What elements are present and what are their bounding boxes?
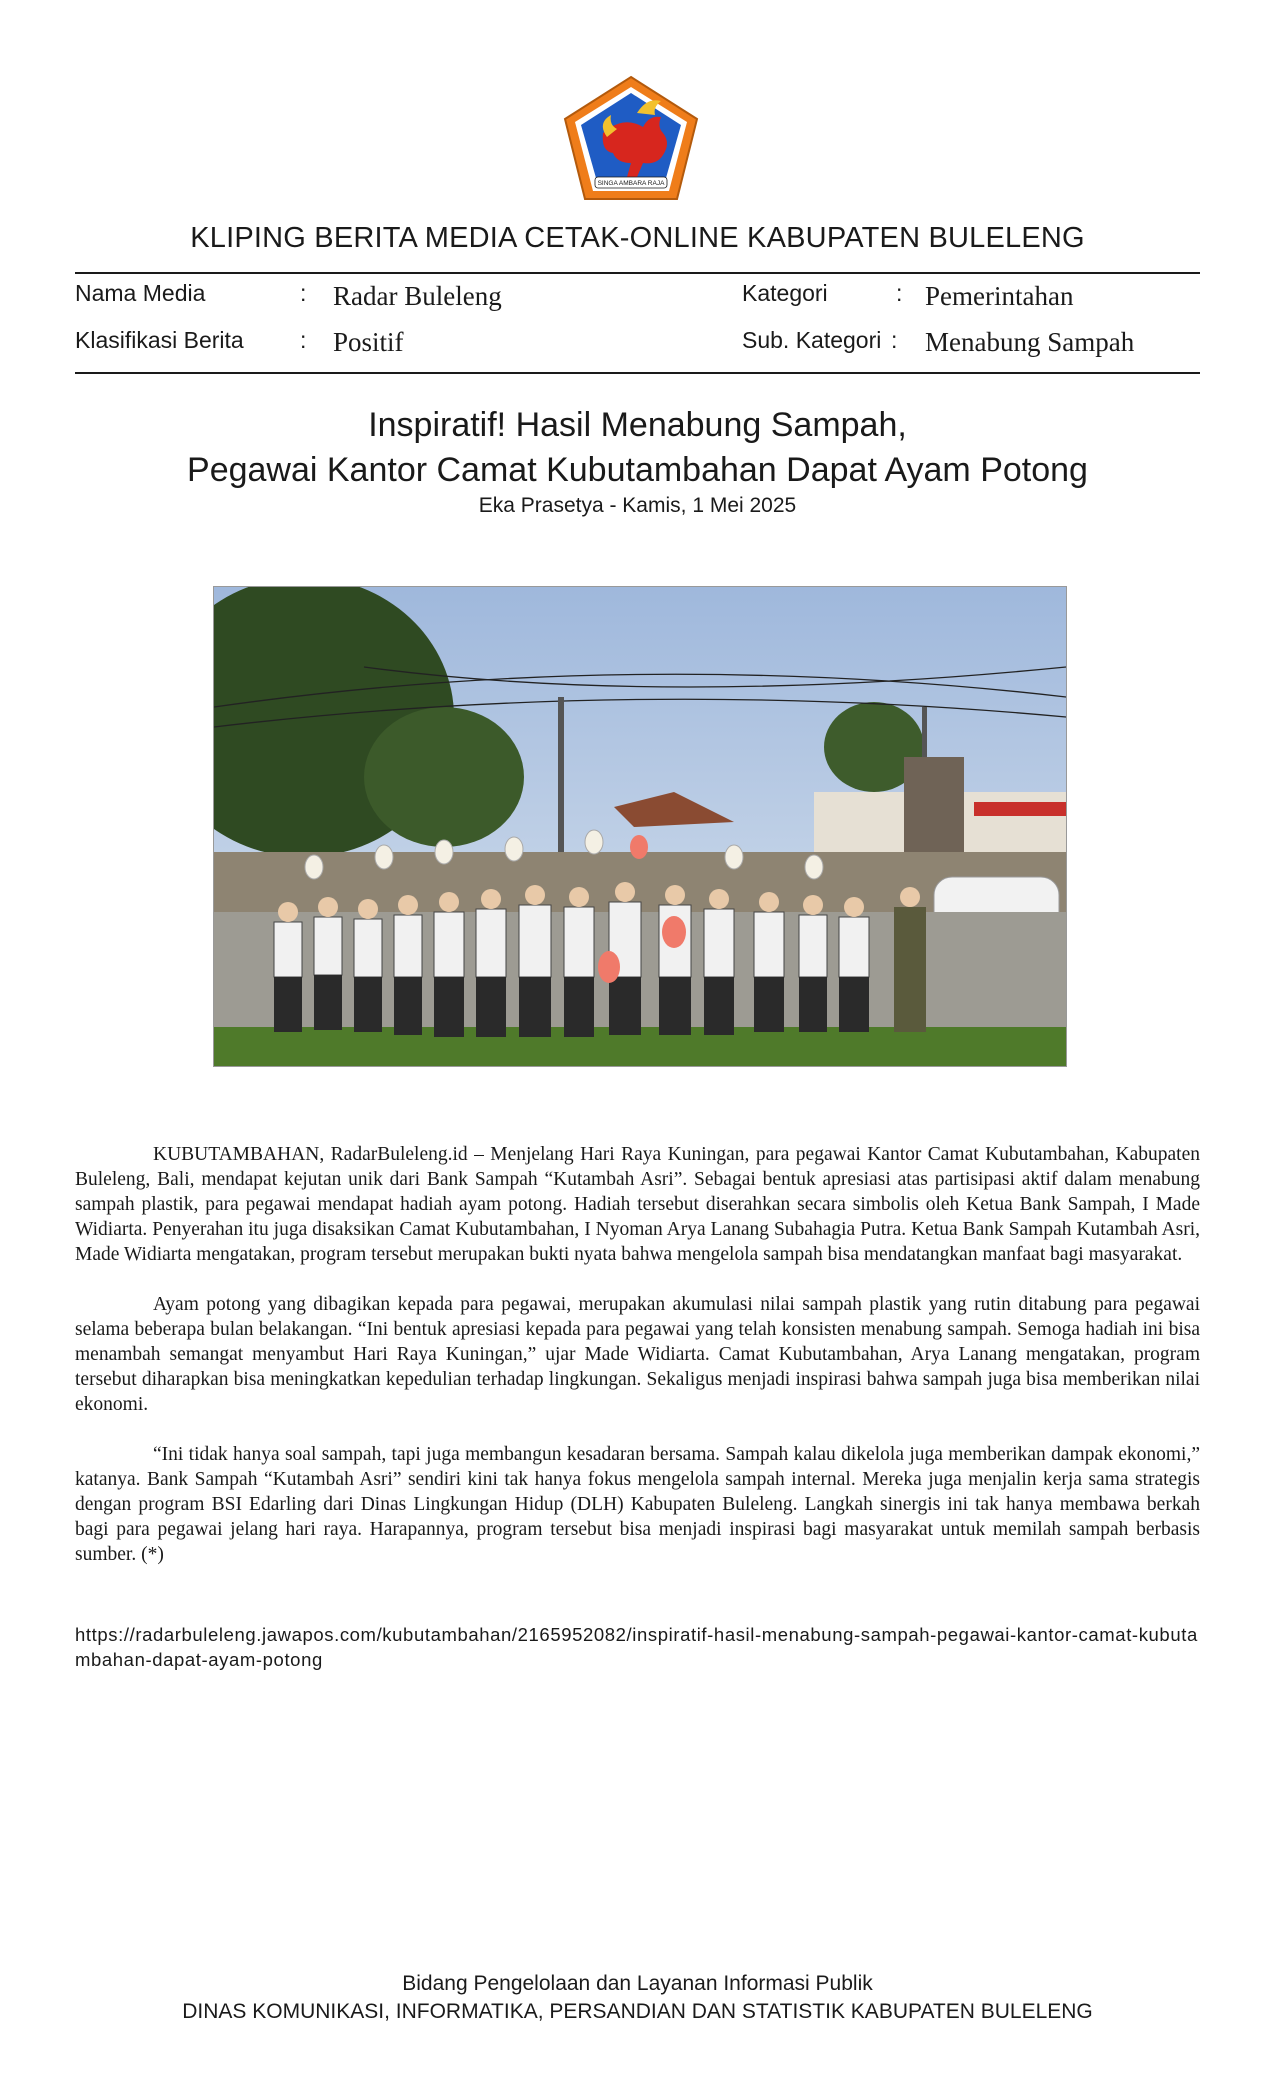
footer-line-1: Bidang Pengelolaan dan Layanan Informasi Publik (402, 1972, 873, 1995)
klasifikasi-separator: : (300, 327, 307, 353)
article-paragraph-1: KUBUTAMBAHAN, RadarBuleleng.id – Menjelang Hari Raya Kuningan, para pegawai Kantor Camat Kubutambahan, Kabupaten Buleleng, Bali, mendapat kejutan unik dari Bank Sampah “Kutambah Asri”. Sebagai bentuk apresiasi atas partisipasi aktif dalam menabung sampah plastik, para pegawai mendapat hadiah ayam potong. Hadiah tersebut diserahkan secara simbolis oleh Ketua Bank Sampah, I Made Widiarta. Penyerahan itu juga disaksikan Camat Kubutambahan, I Nyoman Arya Lanang Subahagia Putra. Ketua Bank Sampah Kutambah Asri, Made Widiarta mengatakan, program tersebut merupakan bukti nyata bahwa mengelola sampah bisa mendatangkan manfaat bagi masyarakat. (75, 1144, 1200, 1265)
kategori-separator: : (896, 280, 903, 306)
media-value: Radar Buleleng (333, 281, 502, 311)
klasifikasi-value: Positif (333, 327, 404, 357)
headline-line-1: Inspiratif! Hasil Menabung Sampah, (368, 406, 907, 444)
article-paragraph-2: Ayam potong yang dibagikan kepada para pegawai, merupakan akumulasi nilai sampah plastik yang rutin ditabung para pegawai selama beberapa bulan belakangan. “Ini bentuk apresiasi kepada para pegawai yang telah konsisten menabung sampah. Semoga hadiah ini bisa menambah semangat menyambut Hari Raya Kuningan,” ujar Made Widiarta. Camat Kubutambahan, Arya Lanang mengatakan, program tersebut diharapkan bisa meningkatkan kepedulian terhadap lingkungan. Sekaligus menjadi inspirasi bahwa sampah juga bisa memberikan nilai ekonomi. (75, 1294, 1200, 1415)
document-title: KLIPING BERITA MEDIA CETAK-ONLINE KABUPATEN BULELENG (190, 222, 1085, 254)
sub-kategori-separator: : (891, 327, 898, 353)
article-body (75, 1142, 1200, 1592)
kabupaten-buleleng-logo-icon (563, 75, 699, 201)
meta-bottom-divider (75, 372, 1200, 374)
sub-kategori-value: Menabung Sampah (925, 327, 1135, 357)
media-label: Nama Media (75, 280, 206, 306)
footer-line-2: DINAS KOMUNIKASI, INFORMATIKA, PERSANDIAN DAN STATISTIK KABUPATEN BULELENG (182, 2000, 1093, 2023)
logo-ribbon-text: SINGA AMBARA RAJA (597, 180, 665, 187)
headline-line-2: Pegawai Kantor Camat Kubutambahan Dapat Ayam Potong (187, 451, 1088, 489)
top-divider (75, 272, 1200, 274)
group-photo-image (213, 586, 1067, 1067)
media-separator: : (300, 280, 307, 306)
source-url-link[interactable]: https://radarbuleleng.jawapos.com/kubutambahan/2165952082/inspiratif-hasil-menabung-sampah-pegawai-kantor-camat-kubutambahan-dapat-ayam-potong (75, 1624, 1198, 1670)
article-paragraph-3: “Ini tidak hanya soal sampah, tapi juga membangun kesadaran bersama. Sampah kalau dikelola juga memberikan dampak ekonomi,” katanya. Bank Sampah “Kutambah Asri” sendiri kini tak hanya fokus mengelola sampah internal. Mereka juga menjalin kerja sama strategis dengan program BSI Edarling dari Dinas Lingkungan Hidup (DLH) Kabupaten Buleleng. Langkah sinergis ini tak hanya membawa berkah bagi para pegawai jelang hari raya. Harapannya, program tersebut bisa menjadi inspirasi bagi masyarakat untuk memilah sampah berbasis sumber. (*) (75, 1444, 1200, 1565)
klasifikasi-label: Klasifikasi Berita (75, 327, 244, 353)
byline: Eka Prasetya - Kamis, 1 Mei 2025 (478, 494, 797, 517)
kategori-label: Kategori (742, 280, 828, 306)
kategori-value: Pemerintahan (925, 281, 1074, 311)
sub-kategori-label: Sub. Kategori (742, 327, 882, 353)
